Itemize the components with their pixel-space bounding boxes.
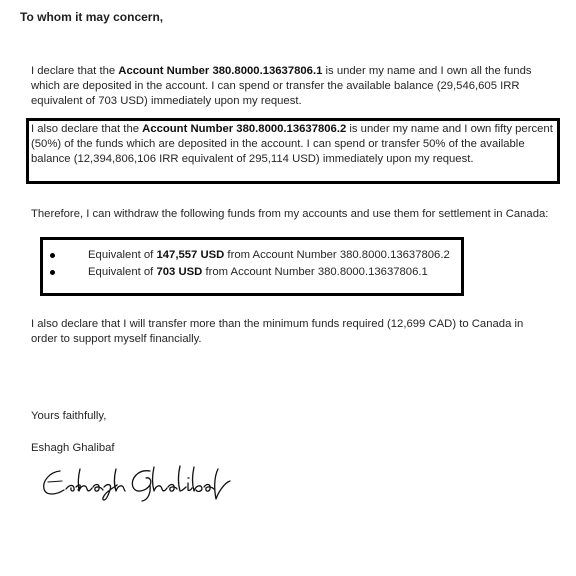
bullet-2-amount: 703 USD	[156, 266, 203, 278]
paragraph-withdraw: Therefore, I can withdraw the following funds from my accounts and use them for settlement in Canada:	[31, 208, 549, 220]
paragraph-account-1	[31, 64, 551, 110]
paragraph-2-pre: I also declare that the	[31, 123, 143, 135]
list-item	[48, 265, 450, 282]
list-item	[48, 248, 450, 265]
bullet-1-post: from Account Number 380.8000.13637806.2	[224, 249, 450, 261]
signature-image	[38, 463, 248, 503]
bullet-1-pre: Equivalent of	[88, 249, 157, 261]
salutation: To whom it may concern,	[20, 10, 164, 24]
closing: Yours faithfully,	[31, 410, 107, 422]
account-number-1: Account Number 380.8000.13637806.1	[118, 65, 323, 77]
signer-name: Eshagh Ghalibaf	[31, 442, 115, 454]
funds-list	[48, 248, 450, 282]
paragraph-transfer: I also declare that I will transfer more than the minimum funds required (12,699 CAD) to Canada in order to support myself financially.	[31, 318, 524, 346]
bullet-icon	[50, 270, 55, 275]
bullet-2-post: from Account Number 380.8000.13637806.1	[202, 266, 428, 278]
account-number-2: Account Number 380.8000.13637806.2	[142, 123, 347, 135]
bullet-2-pre: Equivalent of	[88, 266, 157, 278]
bullet-icon	[50, 253, 55, 258]
paragraph-1-pre: I declare that the	[31, 65, 119, 77]
bullet-1-amount: 147,557 USD	[156, 249, 225, 261]
paragraph-2-post: is under my name and I own fifty percent (50%) of the funds which are deposited in the account. I can spend or transfer 50% of the available balance (12,394,806,106 IRR equivalent of 295,114 USD) immediately upon my request.	[31, 123, 553, 166]
paragraph-1-post: is under my name and I own all the funds which are deposited in the account. I can spend or transfer the available balance (29,546,605 IRR equivalent of 703 USD) immediately upon my request.	[31, 65, 532, 108]
paragraph-account-2	[31, 122, 557, 168]
